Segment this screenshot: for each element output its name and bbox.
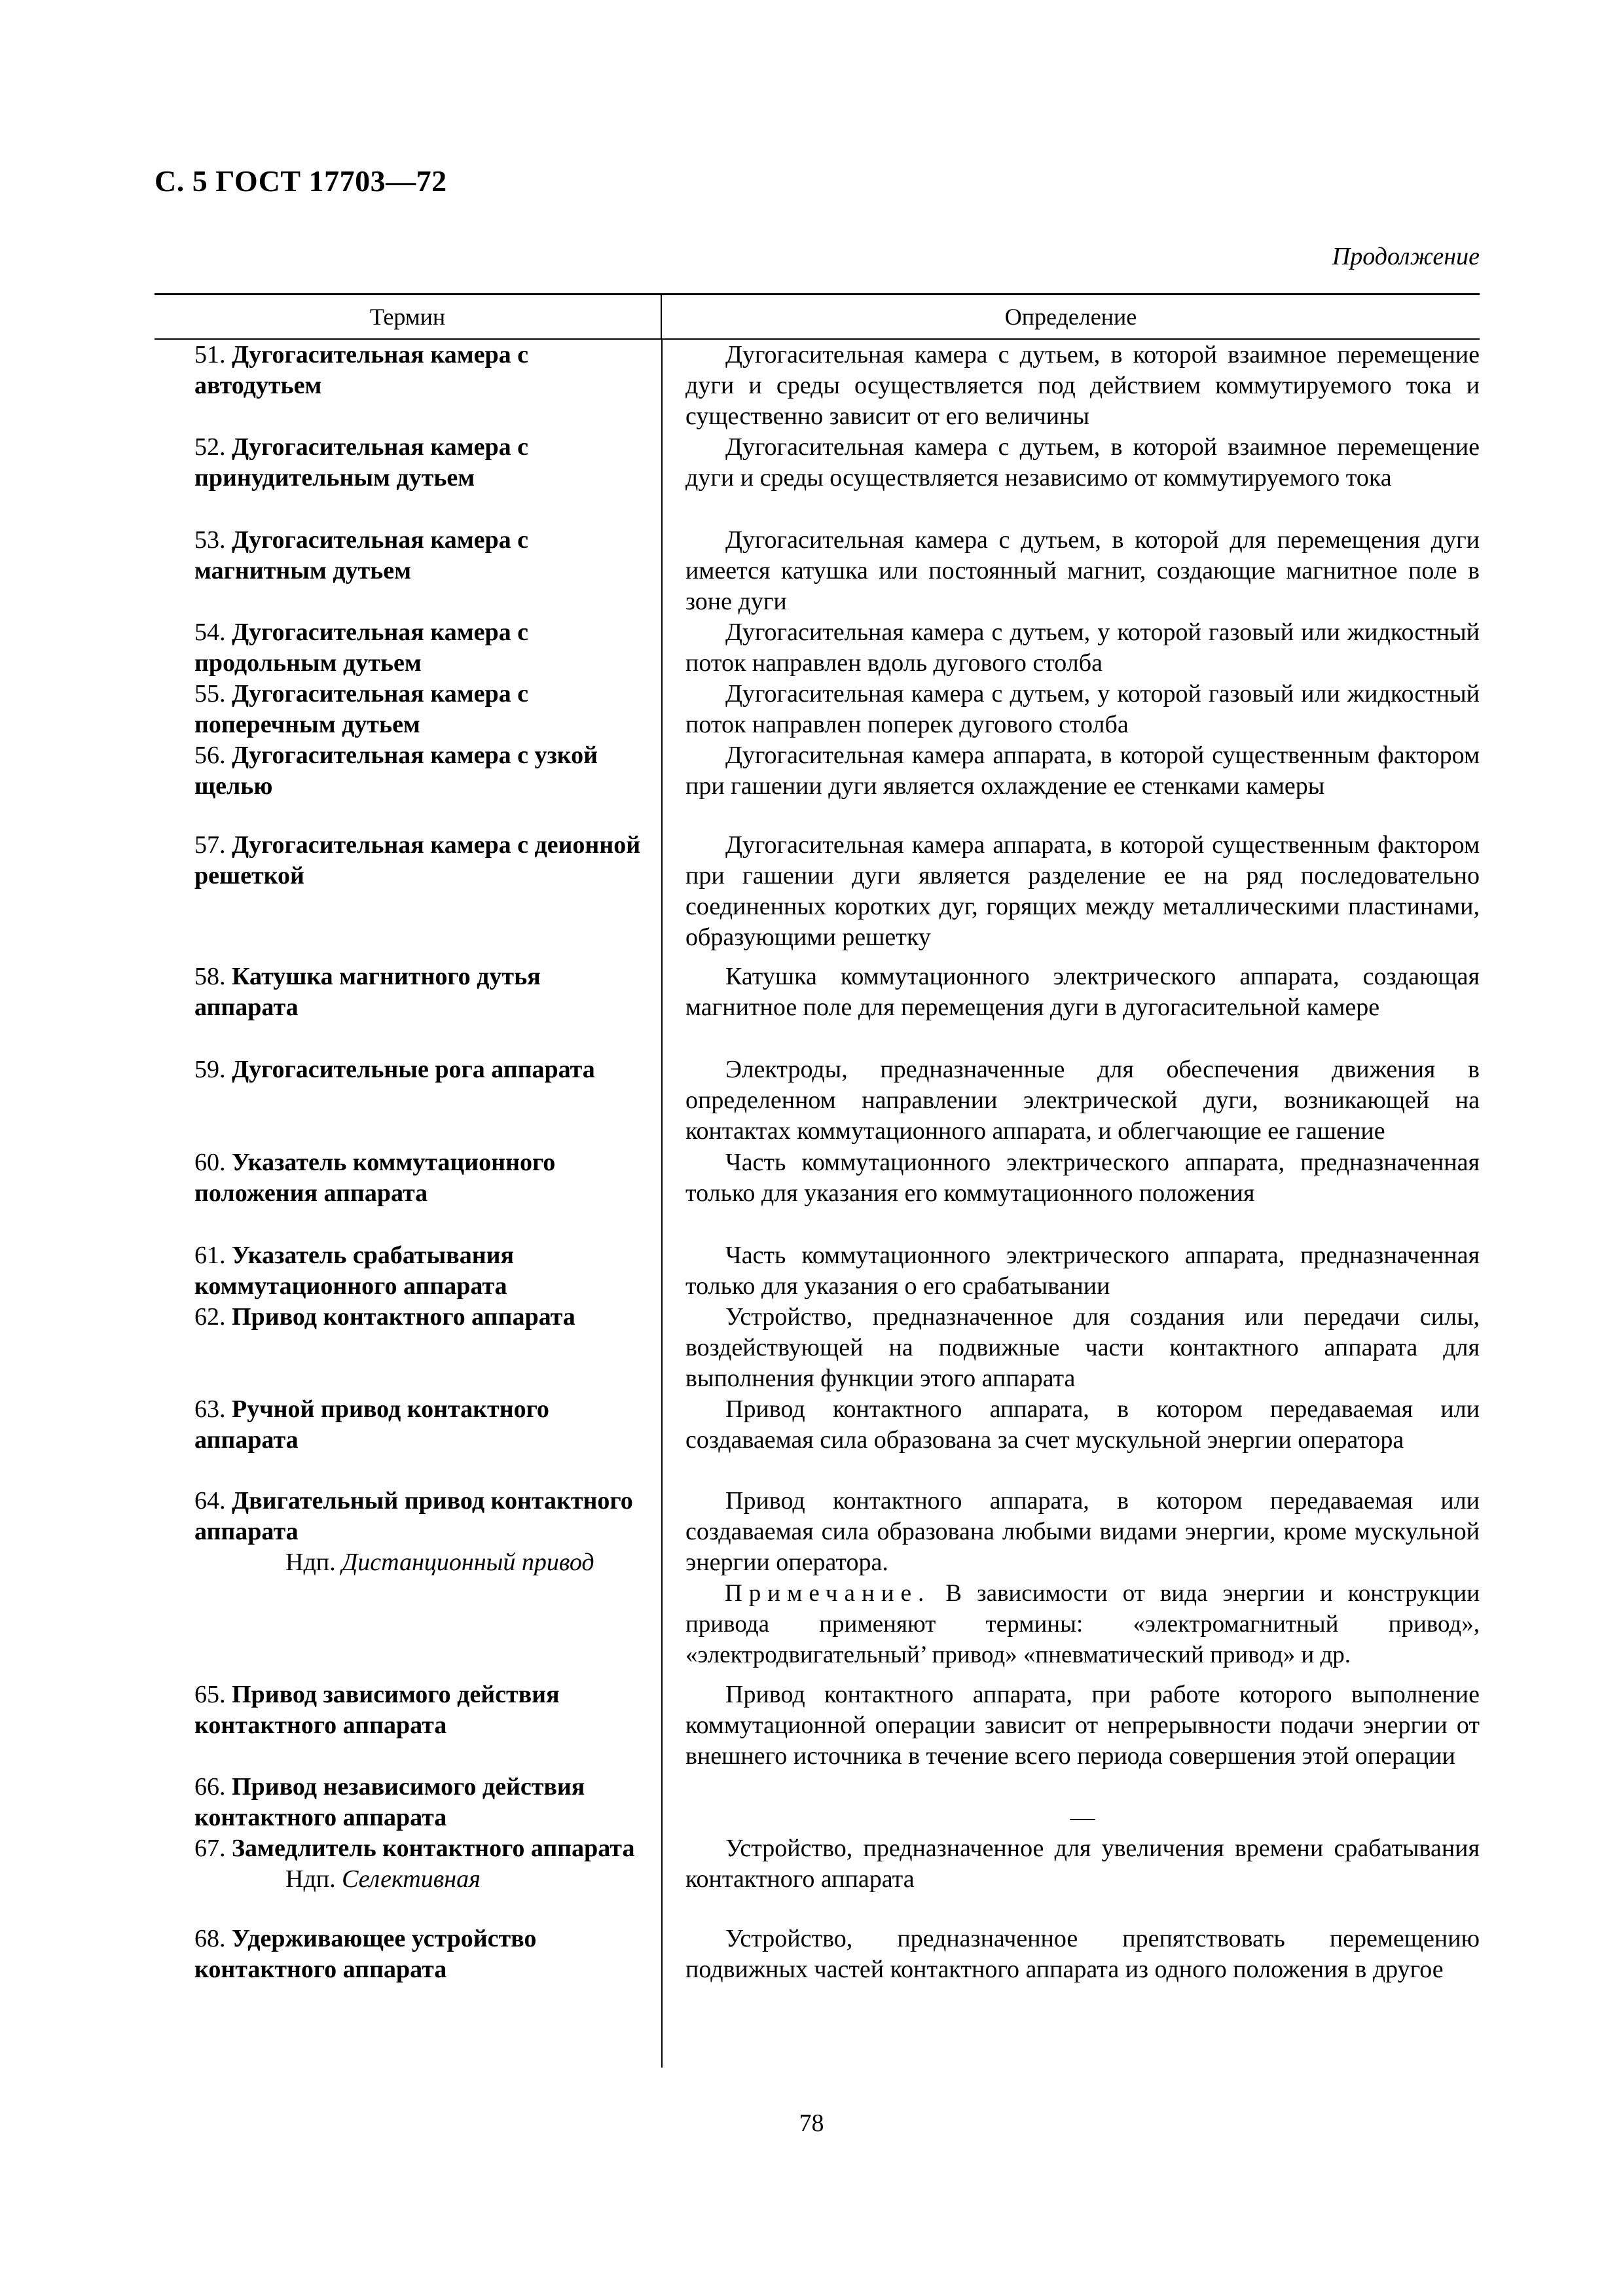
term-cell (155, 340, 662, 432)
term-name: Дугогасительная камера с продольным дутьем (194, 619, 528, 677)
term-number: 57. (194, 831, 226, 859)
terms-table (155, 293, 1480, 2022)
term-number: 59. (194, 1056, 226, 1083)
term-name: Указатель срабатывания коммутационного аппарата (194, 1242, 515, 1300)
table-body (155, 340, 1480, 2022)
continuation-label: Продолжение (1332, 243, 1480, 270)
term-cell (155, 1240, 662, 1302)
definition-text: Устройство, предназначенное препятствовать перемещению подвижных частей контактного аппарата из одного положения в другое (685, 1925, 1480, 1983)
table-header (155, 295, 1480, 340)
term-number: 51. (194, 341, 226, 368)
definition-cell (662, 1772, 1480, 1833)
column-header-definition: Определение (1004, 304, 1137, 330)
ndp-prefix: Ндп. (285, 1865, 336, 1893)
document-header: С. 5 ГОСТ 17703—72 (155, 164, 447, 198)
column-divider (661, 340, 663, 2068)
term-number: 56. (194, 742, 226, 769)
definition-cell (662, 1486, 1480, 1679)
definition-cell (662, 1679, 1480, 1772)
definition-cell (662, 961, 1480, 1054)
definition-cell (662, 432, 1480, 525)
definition-cell (662, 617, 1480, 679)
note-text: В зависимости от вида энергии и конструкции привода применяют термины: «электромагнитный привод», «электродвигательный’ привод» «пневматический привод» и др. (685, 1580, 1480, 1668)
ndp-term: Селективная (342, 1865, 481, 1893)
term-cell (155, 617, 662, 679)
term-cell (155, 1924, 662, 2022)
term-cell (155, 1772, 662, 1833)
definition-text: Устройство, предназначенное для увеличения времени срабатывания контактного аппарата (685, 1835, 1480, 1893)
definition-text: Катушка коммутационного электрического аппарата, создающая магнитное поле для перемещения дуги в дугогасительной камере (685, 963, 1480, 1021)
term-number: 53. (194, 526, 226, 554)
term-cell (155, 961, 662, 1054)
term-cell (155, 679, 662, 740)
term-name: Дугогасительная камера с магнитным дутьем (194, 526, 528, 584)
term-number: 60. (194, 1149, 226, 1176)
definition-cell (662, 1394, 1480, 1486)
term-name: Двигательный привод контактного аппарата (194, 1487, 633, 1545)
term-cell (155, 1394, 662, 1486)
term-cell (155, 525, 662, 617)
term-name: Дугогасительная камера с деионной решеткой (194, 831, 641, 889)
term-number: 61. (194, 1242, 226, 1269)
term-number: 67. (194, 1835, 226, 1862)
term-number: 62. (194, 1303, 226, 1331)
term-name: Дугогасительная камера с принудительным дутьем (194, 433, 528, 492)
definition-text: Привод контактного аппарата, в котором передаваемая или создаваемая сила образована любыми видами энергии, кроме мускульной энергии оператора. (685, 1487, 1480, 1576)
definition-cell (662, 1302, 1480, 1394)
term-number: 58. (194, 963, 226, 990)
column-header-term: Термин (155, 295, 662, 338)
definition-text: Привод контактного аппарата, в котором передаваемая или создаваемая сила образована за счет мускульной энергии оператора (685, 1395, 1480, 1454)
term-number: 64. (194, 1487, 226, 1515)
term-cell (155, 830, 662, 961)
term-name: Привод зависимого действия контактного аппарата (194, 1681, 560, 1739)
term-name: Катушка магнитного дутья аппарата (194, 963, 541, 1021)
definition-cell (662, 525, 1480, 617)
definition-cell (662, 340, 1480, 432)
definition-text: — (1070, 1804, 1095, 1831)
definition-text: Часть коммутационного электрического аппарата, предназначенная только для указания о его срабатывании (685, 1242, 1480, 1300)
definition-cell (662, 1833, 1480, 1924)
term-cell (155, 1302, 662, 1394)
definition-text: Дугогасительная камера аппарата, в которой существенным фактором при гашении дуги является разделение ее на ряд последовательно соединенных коротких дуг, горящих между металлическими пластинами, образующими решетку (685, 831, 1480, 951)
definition-cell (662, 830, 1480, 961)
non-recommended-term (155, 1547, 642, 1578)
term-number: 55. (194, 680, 226, 708)
term-number: 54. (194, 619, 226, 646)
term-cell (155, 740, 662, 830)
ndp-term: Дистанционный привод (342, 1549, 594, 1576)
definition-text: Привод контактного аппарата, при работе которого выполнение коммутационной операции зависит от непрерывности подачи энергии от внешнего источника в течение всего периода совершения этой операции (685, 1681, 1480, 1770)
term-cell (155, 1147, 662, 1240)
definition-text: Дугогасительная камера с дутьем, у которой газовый или жидкостный поток направлен поперек дугового столба (685, 680, 1480, 738)
definition-cell (662, 679, 1480, 740)
term-cell (155, 1833, 662, 1924)
page-number: 78 (799, 2109, 824, 2137)
term-name: Дугогасительная камера с поперечным дутьем (194, 680, 528, 738)
definition-text: Дугогасительная камера с дутьем, в которой для перемещения дуги имеется катушка или постоянный магнит, создающие магнитное поле в зоне дуги (685, 526, 1480, 615)
term-cell (155, 432, 662, 525)
term-cell (155, 1486, 662, 1679)
term-name: Привод контактного аппарата (232, 1303, 575, 1331)
term-name: Дугогасительные рога аппарата (232, 1056, 595, 1083)
note-prefix: Примечание. (725, 1580, 931, 1607)
term-name: Привод независимого действия контактного аппарата (194, 1773, 585, 1831)
term-name: Дугогасительная камера с узкой щелью (194, 742, 598, 800)
non-recommended-term (155, 1864, 642, 1895)
definition-cell (662, 1240, 1480, 1302)
definition-cell (662, 1054, 1480, 1147)
definition-text: Дугогасительная камера аппарата, в которой существенным фактором при гашении дуги является охлаждение ее стенками камеры (685, 742, 1480, 800)
term-cell (155, 1054, 662, 1147)
definition-note (685, 1578, 1480, 1670)
term-number: 68. (194, 1925, 226, 1952)
term-name: Дугогасительная камера с автодутьем (194, 341, 528, 399)
definition-cell (662, 1924, 1480, 2022)
definition-cell (662, 1147, 1480, 1240)
term-number: 52. (194, 433, 226, 461)
definition-text: Электроды, предназначенные для обеспечения движения в определенном направлении электрической дуги, возникающей на контактах коммутационного аппарата, и облегчающие ее гашение (685, 1056, 1480, 1145)
definition-text: Часть коммутационного электрического аппарата, предназначенная только для указания его коммутационного положения (685, 1149, 1480, 1207)
ndp-prefix: Ндп. (285, 1549, 336, 1576)
definition-text: Дугогасительная камера с дутьем, в которой взаимное перемещение дуги и среды осуществляется под действием коммутируемого тока и существенно зависит от его величины (685, 341, 1480, 430)
definition-text: Дугогасительная камера с дутьем, в которой взаимное перемещение дуги и среды осуществляется независимо от коммутируемого тока (685, 433, 1480, 492)
definition-text: Дугогасительная камера с дутьем, у которой газовый или жидкостный поток направлен вдоль дугового столба (685, 619, 1480, 677)
term-name: Ручной привод контактного аппарата (194, 1395, 549, 1454)
term-name: Указатель коммутационного положения аппарата (194, 1149, 556, 1207)
term-number: 66. (194, 1773, 226, 1801)
term-number: 63. (194, 1395, 226, 1423)
term-number: 65. (194, 1681, 226, 1708)
definition-text: Устройство, предназначенное для создания или передачи силы, воздействующей на подвижные части контактного аппарата для выполнения функции этого аппарата (685, 1303, 1480, 1392)
term-name: Замедлитель контактного аппарата (232, 1835, 635, 1862)
definition-cell (662, 740, 1480, 830)
term-name: Удерживающее устройство контактного аппарата (194, 1925, 537, 1983)
term-cell (155, 1679, 662, 1772)
